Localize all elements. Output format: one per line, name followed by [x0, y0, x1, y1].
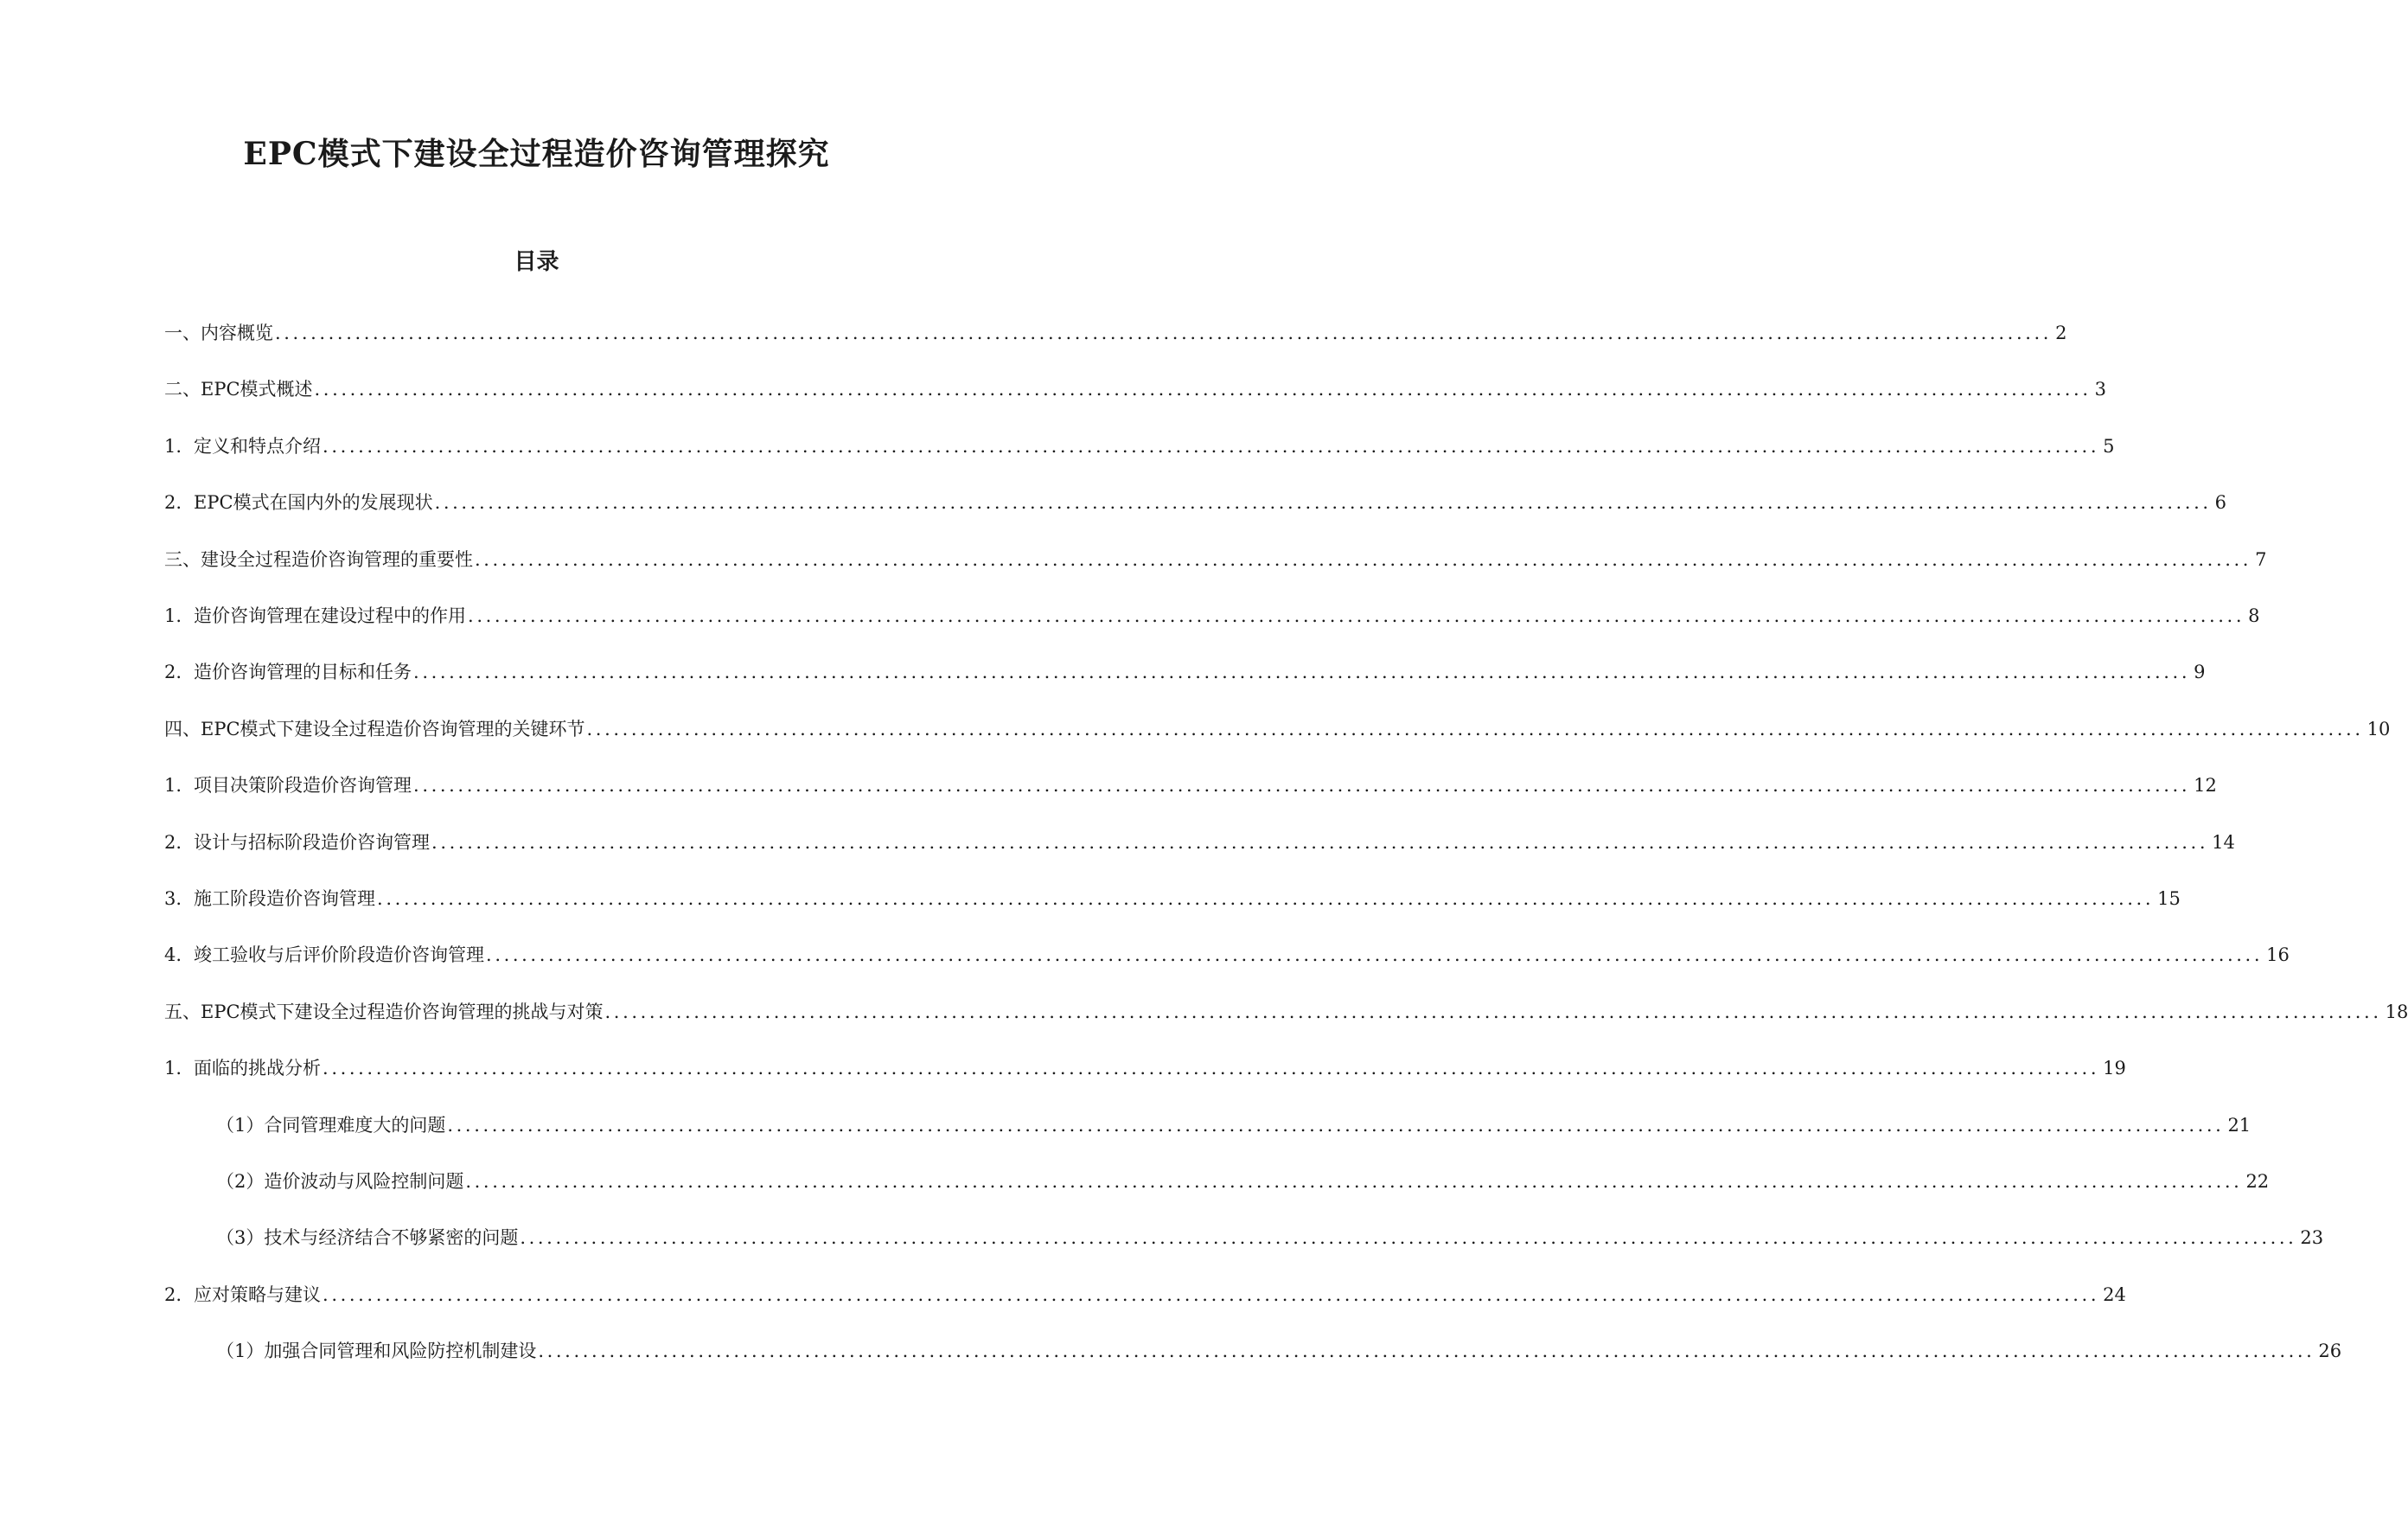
toc-entry-title: 应对策略与建议 — [194, 1283, 322, 1305]
toc-leader-dots: ........................................................................................................................................................................................................ — [413, 662, 2191, 683]
toc-heading: 目录 — [514, 249, 559, 275]
toc-entry[interactable] — [164, 1055, 2126, 1081]
toc-leader-dots: ........................................................................................................................................................................................................ — [323, 1058, 2100, 1079]
toc-leader-dots: ........................................................................................................................................................................................................ — [275, 323, 2053, 343]
toc-entry[interactable] — [216, 1225, 2324, 1251]
toc-entry-title: （1）加强合同管理和风险防控机制建设 — [216, 1341, 537, 1362]
toc-entry-title: EPC模式在国内外的发展现状 — [194, 492, 433, 514]
toc-entry[interactable] — [164, 376, 2106, 402]
toc-entry[interactable] — [164, 603, 2260, 629]
toc-entry-title: （2）造价波动与风险控制问题 — [216, 1171, 464, 1192]
toc-entry-title: 项目决策阶段造价咨询管理 — [194, 775, 412, 797]
toc-leader-dots: ........................................................................................................................................................................................................ — [434, 492, 2212, 514]
toc-entry[interactable] — [164, 1282, 2126, 1308]
toc-entry[interactable] — [216, 1112, 2252, 1138]
toc-entry-title: 四、EPC模式下建设全过程造价咨询管理的关键环节 — [164, 718, 585, 739]
toc-entry-title: （3）技术与经济结合不够紧密的问题 — [216, 1227, 519, 1249]
toc-leader-dots: ........................................................................................................................................................................................................ — [465, 1171, 2243, 1192]
toc-entry-number: 4. — [164, 944, 182, 966]
toc-entry-number: 3. — [164, 888, 182, 909]
toc-leader-dots: ........................................................................................................................................................................................................ — [413, 775, 2191, 797]
toc-entry-number: 2. — [164, 662, 182, 683]
toc-entry-page-number: 26 — [2318, 1341, 2342, 1362]
toc-entry-page-number: 16 — [2266, 944, 2290, 966]
document-title: EPC模式下建设全过程造价咨询管理探究 — [243, 136, 830, 172]
toc-entry[interactable] — [164, 942, 2290, 968]
toc-entry-title: 设计与招标阶段造价咨询管理 — [194, 831, 431, 853]
toc-entry-title: 一、内容概览 — [164, 323, 273, 343]
toc-entry-number: 2. — [164, 492, 182, 514]
toc-leader-dots: ........................................................................................................................................................................................................ — [314, 379, 2092, 400]
toc-entry[interactable] — [216, 1338, 2342, 1364]
toc-entry-title: （1）合同管理难度大的问题 — [216, 1114, 446, 1136]
toc-leader-dots: ........................................................................................................................................................................................................ — [377, 888, 2155, 909]
toc-leader-dots: ........................................................................................................................................................................................................ — [475, 548, 2252, 570]
toc-entry[interactable] — [164, 772, 2217, 798]
toc-entry-page-number: 10 — [2366, 718, 2391, 739]
toc-entry[interactable] — [216, 1168, 2270, 1194]
toc-entry-page-number: 23 — [2300, 1227, 2324, 1249]
toc-leader-dots: ........................................................................................................................................................................................................ — [520, 1227, 2297, 1249]
toc-leader-dots: ........................................................................................................................................................................................................ — [486, 944, 2264, 966]
toc-entry-title: 三、建设全过程造价咨询管理的重要性 — [164, 548, 473, 570]
toc-entry-page-number: 2 — [2055, 323, 2067, 343]
toc-entry-page-number: 3 — [2094, 379, 2106, 400]
toc-leader-dots: ........................................................................................................................................................................................................ — [431, 831, 2209, 853]
toc-leader-dots: ........................................................................................................................................................................................................ — [538, 1341, 2315, 1362]
toc-entry-page-number: 18 — [2385, 1001, 2408, 1022]
toc-entry-title: 竣工验收与后评价阶段造价咨询管理 — [194, 944, 485, 966]
toc-entry[interactable] — [164, 659, 2206, 685]
toc-entry-number: 1. — [164, 1058, 182, 1079]
toc-entry-page-number: 21 — [2227, 1114, 2252, 1136]
toc-entry-page-number: 6 — [2214, 492, 2227, 514]
toc-entry-page-number: 15 — [2157, 888, 2181, 909]
toc-entry-number: 1. — [164, 775, 182, 797]
toc-entry-title: 五、EPC模式下建设全过程造价咨询管理的挑战与对策 — [164, 1001, 604, 1022]
toc-leader-dots: ........................................................................................................................................................................................................ — [604, 1001, 2382, 1022]
toc-entry-title: 二、EPC模式概述 — [164, 379, 313, 400]
toc-entry-page-number: 8 — [2248, 605, 2260, 626]
toc-entry[interactable] — [164, 547, 2267, 573]
toc-entry-number: 2. — [164, 831, 182, 853]
toc-entry[interactable] — [164, 886, 2181, 912]
toc-entry-page-number: 5 — [2103, 435, 2115, 457]
toc-entry-number: 2. — [164, 1283, 182, 1305]
toc-entry[interactable] — [164, 490, 2227, 515]
toc-entry[interactable] — [164, 829, 2235, 855]
toc-entry-title: 造价咨询管理在建设过程中的作用 — [194, 605, 467, 626]
toc-entry-title: 施工阶段造价咨询管理 — [194, 888, 376, 909]
toc-entry-title: 面临的挑战分析 — [194, 1058, 322, 1079]
toc-entry-number: 1. — [164, 435, 182, 457]
toc-leader-dots: ........................................................................................................................................................................................................ — [447, 1114, 2225, 1136]
toc-entry-page-number: 7 — [2255, 548, 2267, 570]
toc-entry-page-number: 14 — [2212, 831, 2235, 853]
toc-entry-title: 定义和特点介绍 — [194, 435, 322, 457]
toc-entry-page-number: 24 — [2103, 1283, 2126, 1305]
toc-leader-dots: ........................................................................................................................................................................................................ — [323, 435, 2100, 457]
toc-leader-dots: ........................................................................................................................................................................................................ — [586, 718, 2364, 739]
toc-entry-title: 造价咨询管理的目标和任务 — [194, 662, 412, 683]
toc-entry[interactable] — [164, 433, 2115, 459]
toc-entry-number: 1. — [164, 605, 182, 626]
toc-entry[interactable] — [164, 999, 2408, 1025]
toc-leader-dots: ........................................................................................................................................................................................................ — [468, 605, 2245, 626]
toc-entry-page-number: 9 — [2194, 662, 2206, 683]
toc-entry-page-number: 12 — [2194, 775, 2217, 797]
toc-entry[interactable] — [164, 716, 2391, 742]
toc-entry-page-number: 22 — [2245, 1171, 2270, 1192]
toc-entry[interactable] — [164, 320, 2067, 346]
toc-leader-dots: ........................................................................................................................................................................................................ — [323, 1283, 2100, 1305]
toc-entry-page-number: 19 — [2103, 1058, 2126, 1079]
